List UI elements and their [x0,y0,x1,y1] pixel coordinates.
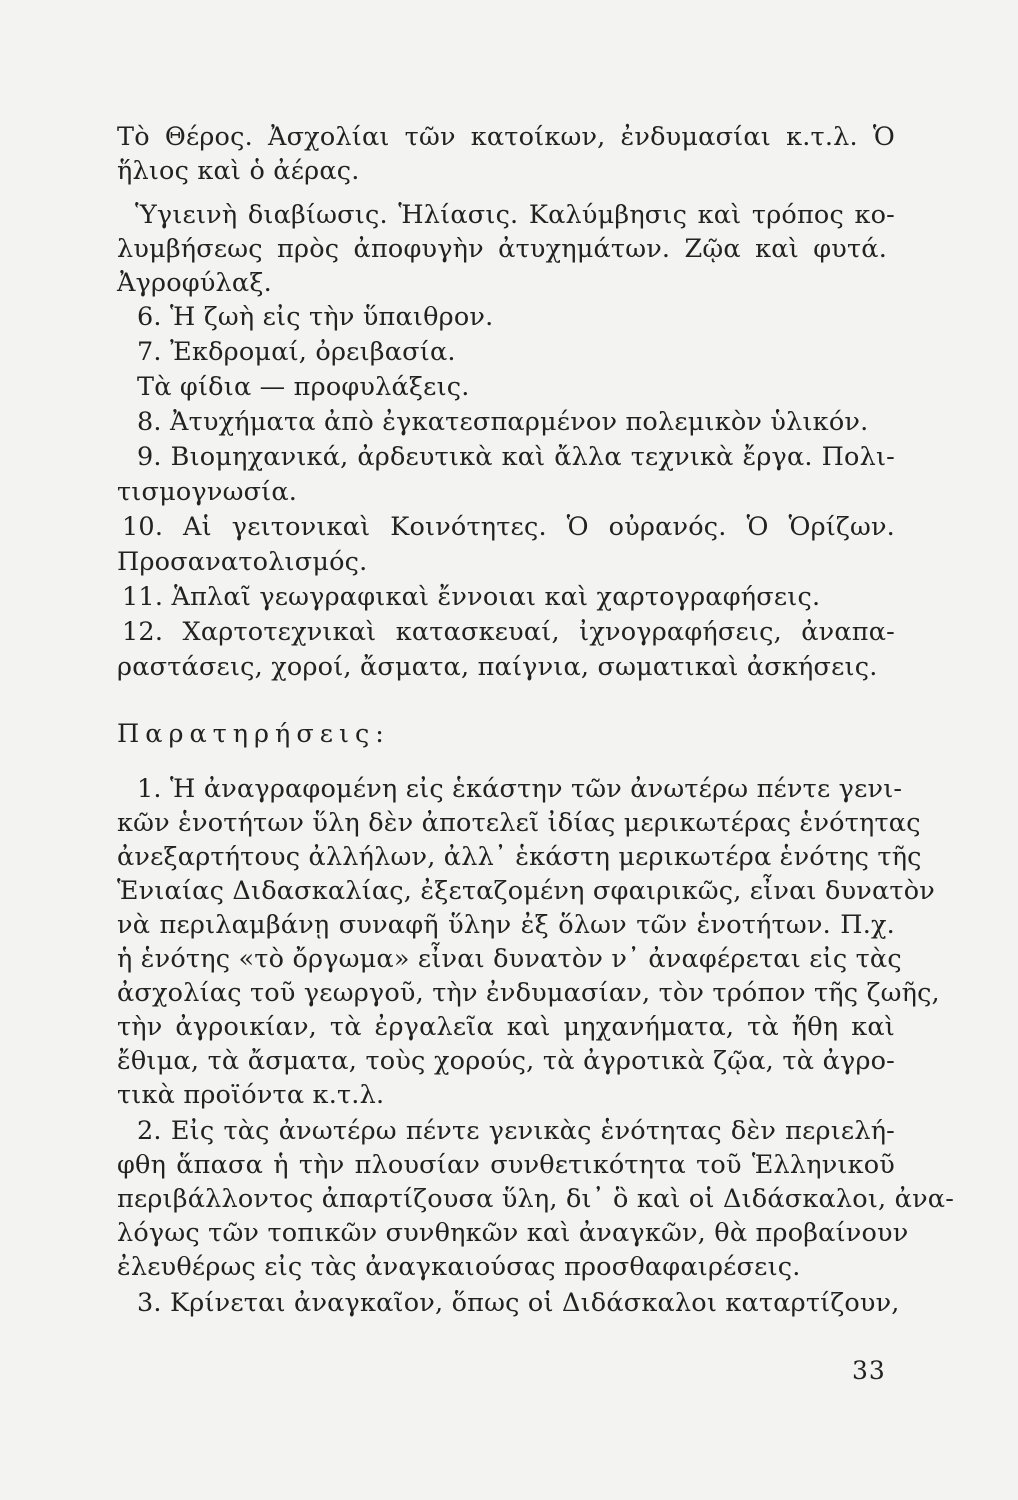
text-line: 6. Ἡ ζωὴ εἰς τὴν ὕπαιθρον. [137,302,494,332]
text-line: λυμβήσεως πρὸς ἀποφυγὴν ἀτυχημάτων. Ζῷα καὶ φυτά. [117,234,887,264]
text-line: ἀνεξαρτήτους ἀλλήλων, ἀλλ᾽ ἑκάστη μερικωτέρα ἑνότης τῆς [117,842,922,872]
page-number: 33 [852,1356,886,1385]
text-line: 11. Ἁπλαῖ γεωγραφικαὶ ἔννοιαι καὶ χαρτογραφήσεις. [122,582,821,612]
text-line: Τὸ Θέρος. Ἀσχολίαι τῶν κατοίκων, ἐνδυμασίαι κ.τ.λ. Ὁ [117,122,895,152]
text-line: λόγως τῶν τοπικῶν συνθηκῶν καὶ ἀναγκῶν, θὰ προβαίνουν [117,1218,909,1248]
text-line: τισμογνωσία. [117,477,298,507]
text-line: ἀσχολίας τοῦ γεωργοῦ, τὴν ἐνδυμασίαν, τὸν τρόπον τῆς ζωῆς, [117,978,940,1008]
text-line: Ὑγιεινὴ διαβίωσις. Ἡλίασις. Καλύμβησις καὶ τρόπος κο- [135,200,895,230]
text-line: περιβάλλοντος ἀπαρτίζουσα ὕλη, δι᾽ ὃ καὶ οἱ Διδάσκαλοι, ἀνα- [117,1184,955,1214]
text-line: τικὰ προϊόντα κ.τ.λ. [117,1080,385,1110]
text-line: 2. Εἰς τὰς ἀνωτέρω πέντε γενικὰς ἑνότητας δὲν περιελή- [137,1116,895,1146]
text-line: φθη ἅπασα ἡ τὴν πλουσίαν συνθετικότητα τοῦ Ἑλληνικοῦ [117,1150,895,1180]
text-line: Ἀγροφύλαξ. [117,268,272,298]
text-line: 1. Ἡ ἀναγραφομένη εἰς ἑκάστην τῶν ἀνωτέρω πέντε γενι- [137,774,903,804]
text-line: Προσανατολισμός. [117,547,368,577]
text-line: ἔθιμα, τὰ ἄσματα, τοὺς χορούς, τὰ ἀγροτικὰ ζῷα, τὰ ἀγρο- [117,1046,895,1076]
text-line: 12. Χαρτοτεχνικαὶ κατασκευαί, ἰχνογραφήσεις, ἀναπα- [122,617,895,647]
text-line: 10. Αἱ γειτονικαὶ Κοινότητες. Ὁ οὐρανός. Ὁ Ὁρίζων. [122,512,895,542]
section-heading: Παρατηρήσεις: [117,719,390,749]
text-line: 3. Κρίνεται ἀναγκαῖον, ὅπως οἱ Διδάσκαλοι καταρτίζουν, [137,1288,900,1318]
text-line: Ἑνιαίας Διδασκαλίας, ἐξεταζομένη σφαιρικῶς, εἶναι δυνατὸν [117,876,935,906]
text-line: νὰ περιλαμβάνῃ συναφῆ ὕλην ἐξ ὅλων τῶν ἑνοτήτων. Π.χ. [117,910,895,940]
text-line: ἥλιος καὶ ὁ ἀέρας. [117,156,360,186]
text-line: ραστάσεις, χοροί, ἄσματα, παίγνια, σωματικαὶ ἀσκήσεις. [117,652,878,682]
text-line: Τὰ φίδια — προφυλάξεις. [137,372,470,402]
text-line: ἐλευθέρως εἰς τὰς ἀναγκαιούσας προσθαφαιρέσεις. [117,1252,801,1282]
text-line: 7. Ἐκδρομαί, ὀρειβασία. [137,337,456,367]
text-line: 9. Βιομηχανικά, ἀρδευτικὰ καὶ ἄλλα τεχνικὰ ἔργα. Πολι- [137,442,895,472]
text-line: κῶν ἑνοτήτων ὕλη δὲν ἀποτελεῖ ἰδίας μερικωτέρας ἑνότητας [117,808,921,838]
text-line: 8. Ἀτυχήματα ἀπὸ ἐγκατεσπαρμένον πολεμικὸν ὑλικόν. [137,407,869,437]
text-line: τὴν ἀγροικίαν, τὰ ἐργαλεῖα καὶ μηχανήματα, τὰ ἤθη καὶ [117,1012,895,1042]
text-line: ἡ ἑνότης «τὸ ὄργωμα» εἶναι δυνατὸν ν᾽ ἀναφέρεται εἰς τὰς [117,944,902,974]
